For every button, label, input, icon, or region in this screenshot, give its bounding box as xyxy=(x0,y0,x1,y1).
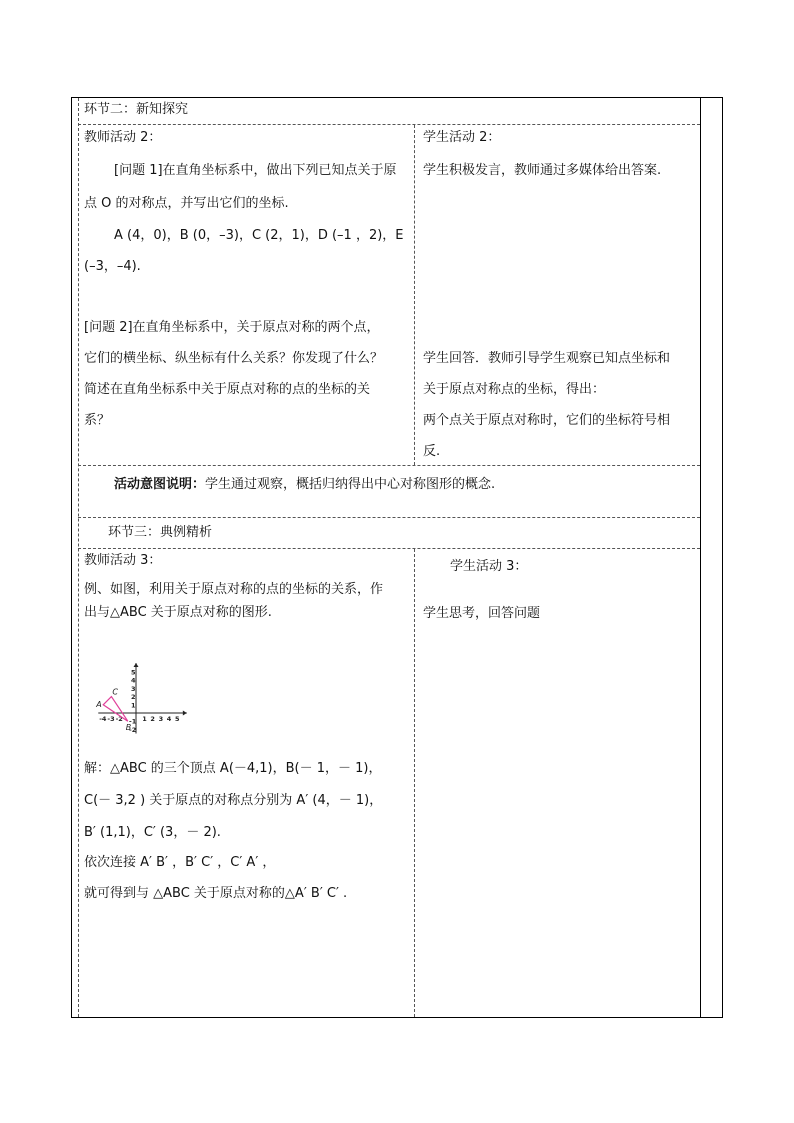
solution-line-1: 解：△ABC 的三个顶点 A(－4,1)，B(－ 1，－ 1)， xyxy=(84,761,382,776)
y-tick-label: 3 xyxy=(131,684,136,693)
y-tick-label: 5 xyxy=(131,668,136,677)
question-1-line-1: [问题 1]在直角坐标系中，做出下列已知点关于原 xyxy=(114,163,397,178)
section-heading-3: 环节三：典例精析 xyxy=(108,525,213,540)
x-tick-label: 1 xyxy=(142,715,147,723)
activity-intent-label: 活动意图说明： xyxy=(114,477,206,492)
example-line-2: 出与△ABC 关于原点对称的图形. xyxy=(84,605,272,620)
question-2-line-2: 它们的横坐标、纵坐标有什么关系？你发现了什么？ xyxy=(84,351,384,366)
solution-line-4: 依次连接 A′ B′ ，B′ C′ ，C′ A′ ， xyxy=(84,855,276,870)
teacher-activity-3-title: 教师活动 3： xyxy=(84,553,162,568)
activity-intent xyxy=(114,475,495,495)
question-2-line-3: 简述在直角坐标系中关于原点对称的点的坐标的关 xyxy=(84,382,371,397)
question-1-points-line-2: (–3，–4). xyxy=(84,259,141,274)
coordinate-figure xyxy=(84,640,224,745)
section-heading-2: 环节二：新知探究 xyxy=(84,102,189,117)
question-2-line-1: [问题 2]在直角坐标系中，关于原点对称的两个点， xyxy=(84,320,380,335)
student-answer-line-1: 学生回答．教师引导学生观察已知点坐标和 xyxy=(423,351,671,366)
teacher-activity-2-title: 教师活动 2： xyxy=(84,130,162,145)
x-tick-label: 4 xyxy=(166,715,172,723)
figure-tick-labels xyxy=(99,669,180,734)
vertex-label-b: B xyxy=(125,723,132,733)
example-line-1: 例、如图，利用关于原点对称的点的坐标的关系，作 xyxy=(84,582,384,597)
x-tick-label: -4 xyxy=(99,715,107,723)
y-axis-arrow xyxy=(134,663,139,667)
y-tick-label: -2 xyxy=(129,725,137,734)
x-tick-label: 2 xyxy=(150,715,155,723)
student-answer-line-2: 关于原点对称点的坐标，得出： xyxy=(423,382,606,397)
solution-line-2: C(－ 3,2 ) 关于原点的对称点分别为 A′ (4，－ 1)， xyxy=(84,793,383,808)
question-1-points-line-1: A (4，0)，B (0，–3)，C (2，1)，D (–1 ，2)，E xyxy=(114,228,404,243)
student-activity-2-line-1: 学生积极发言，教师通过多媒体给出答案. xyxy=(423,163,662,178)
activity-intent-text: 学生通过观察，概括归纳得出中心对称图形的概念. xyxy=(205,477,496,492)
solution-line-3: B′ (1,1)，C′ (3，－ 2). xyxy=(84,825,221,840)
y-tick-label: 4 xyxy=(131,676,136,685)
y-tick-label: -1 xyxy=(129,717,137,726)
x-axis-arrow xyxy=(183,711,187,716)
x-tick-label: -3 xyxy=(107,715,115,723)
student-activity-3-line-1: 学生思考，回答问题 xyxy=(423,606,541,621)
vertex-label-c: C xyxy=(112,687,118,697)
student-answer-line-3: 两个点关于原点对称时，它们的坐标符号相 xyxy=(423,413,671,428)
question-1-line-2: 点 O 的对称点，并写出它们的坐标. xyxy=(84,196,289,211)
vertex-label-a: A xyxy=(96,699,102,709)
student-activity-2-title: 学生活动 2： xyxy=(423,130,501,145)
x-tick-label: -2 xyxy=(115,715,123,723)
student-activity-3-title: 学生活动 3： xyxy=(450,559,528,574)
y-tick-label: 1 xyxy=(131,701,136,710)
y-tick-label: 2 xyxy=(131,693,136,702)
solution-line-5: 就可得到与 △ABC 关于原点对称的△A′ B′ C′ . xyxy=(84,886,348,901)
x-tick-label: 3 xyxy=(158,715,164,723)
question-2-line-4: 系？ xyxy=(84,413,111,428)
student-answer-line-4: 反. xyxy=(423,444,441,459)
x-tick-label: 5 xyxy=(175,715,180,723)
